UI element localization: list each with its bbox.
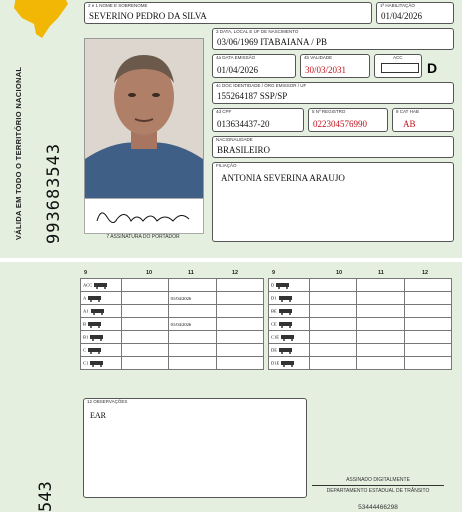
- category-code: BE: [271, 308, 277, 314]
- category-row: [269, 344, 452, 357]
- registro-value: 022304576990: [313, 119, 367, 129]
- brazil-map-icon: [8, 0, 72, 46]
- car-icon: [87, 321, 103, 328]
- category-row: [81, 357, 264, 370]
- category-code: A1: [83, 308, 89, 314]
- category-code: CE: [271, 321, 277, 327]
- motorcycle-icon: [90, 308, 106, 315]
- minibus-trailer-icon: [280, 360, 296, 367]
- category-code: D1: [271, 295, 277, 301]
- category-code: D: [271, 282, 275, 288]
- category-row: [269, 318, 452, 331]
- category-row: [81, 344, 264, 357]
- category-grid-right: [268, 278, 452, 370]
- category-code: D1E: [271, 360, 280, 366]
- validity-date-field: 4b VALIDADE 30/03/2031: [300, 54, 370, 78]
- category-row: [269, 331, 452, 344]
- category-code: C1E: [271, 334, 280, 340]
- truck-trailer-icon: [280, 334, 296, 341]
- validity-text: VÁLIDA EM TODO O TERRITÓRIO NACIONAL: [14, 66, 23, 240]
- birth-value: 03/06/1969 ITABAIANA / PB: [217, 37, 328, 47]
- category-code: C1: [83, 360, 89, 366]
- car-trailer-icon: [278, 308, 294, 315]
- registro-field: 5 Nº REGISTRO 022304576990: [308, 108, 388, 132]
- category-row: [269, 279, 452, 292]
- id-doc-value: 155264187 SSP/SP: [217, 91, 288, 101]
- category-badge: D: [427, 60, 438, 76]
- issue-date-value: 01/04/2026: [217, 65, 259, 75]
- name-value: SEVERINO PEDRO DA SILVA: [89, 11, 207, 21]
- category-code: C: [83, 347, 87, 353]
- signature-image: [85, 199, 203, 233]
- category-date: 01/04/2026: [170, 295, 192, 301]
- id-doc-field: 4c DOC IDENTIDADE / ÓRG EMISSOR / UF 155264187 SSP/SP: [212, 82, 454, 104]
- issue-date-field: 4a DATA EMISSÃO 01/04/2026: [212, 54, 296, 78]
- category-row: [81, 331, 264, 344]
- bottom-number: 53444466298: [358, 504, 398, 511]
- cat-hab-value: AB: [403, 119, 416, 129]
- filiacao-field: FILIAÇÃO ANTONIA SEVERINA ARAUJO: [212, 162, 454, 242]
- truck-icon: [89, 360, 105, 367]
- observations-value: EAR: [90, 411, 106, 420]
- portrait-photo: [84, 38, 204, 200]
- observations-field: 12 OBSERVAÇÕES EAR: [83, 398, 307, 498]
- acc-field: ACC: [374, 54, 422, 78]
- truck-icon: [87, 347, 103, 354]
- category-row: [81, 305, 264, 318]
- category-code: DE: [271, 347, 277, 353]
- moped-icon: [93, 282, 109, 289]
- nationality-value: BRASILEIRO: [217, 145, 271, 155]
- category-code: B1: [83, 334, 89, 340]
- category-grid-left: [80, 278, 264, 370]
- category-code: B: [83, 321, 87, 327]
- birth-field: 3 DATA, LOCAL E UF DE NASCIMENTO 03/06/1969 ITABAIANA / PB: [212, 28, 454, 50]
- cpf-field: 4d CPF 013634437-20: [212, 108, 304, 132]
- category-row: [269, 292, 452, 305]
- motorcycle-icon: [87, 295, 103, 302]
- category-date: 01/04/2026: [170, 321, 192, 327]
- first-license-field: 1ª HABILITAÇÃO 01/04/2026: [376, 2, 454, 24]
- license-back: 9 10 11 12 9 10 11 12 ACC A 01/04/2026 A1 B 01/04/2026 B1 C C1 D D1 BE CE C1E DE D1E: [0, 262, 462, 512]
- minibus-icon: [278, 295, 294, 302]
- category-row: [81, 292, 264, 305]
- first-license-value: 01/04/2026: [381, 11, 423, 21]
- category-row: [269, 357, 452, 370]
- signature-box: [84, 198, 204, 234]
- filiacao-value: ANTONIA SEVERINA ARAUJO: [221, 173, 345, 183]
- name-field: 2 e 1 NOME E SOBRENOME SEVERINO PEDRO DA SILVA: [84, 2, 372, 24]
- cat-hab-field: 9 CAT HAB AB: [392, 108, 454, 132]
- bus-icon: [275, 282, 291, 289]
- category-row: [81, 279, 264, 292]
- registry-number-vertical-back: 543: [36, 481, 56, 512]
- van-icon: [89, 334, 105, 341]
- category-row: [81, 318, 264, 331]
- category-row: [269, 305, 452, 318]
- category-code: A: [83, 295, 87, 301]
- cpf-value: 013634437-20: [217, 119, 270, 129]
- validity-date-value: 30/03/2031: [305, 65, 347, 75]
- nationality-field: NACIONALIDADE BRASILEIRO: [212, 136, 454, 158]
- category-code: ACC: [83, 282, 93, 288]
- digital-signed-text: ASSINADO DIGITALMENTE DEPARTAMENTO ESTADUAL DE TRÂNSITO: [312, 477, 444, 494]
- signature-caption: 7 ASSINATURA DO PORTADOR: [106, 234, 180, 240]
- bus-trailer-icon: [278, 347, 294, 354]
- license-front: [0, 0, 462, 258]
- truck-trailer-icon: [278, 321, 294, 328]
- registry-number-vertical: 993683543: [44, 142, 64, 244]
